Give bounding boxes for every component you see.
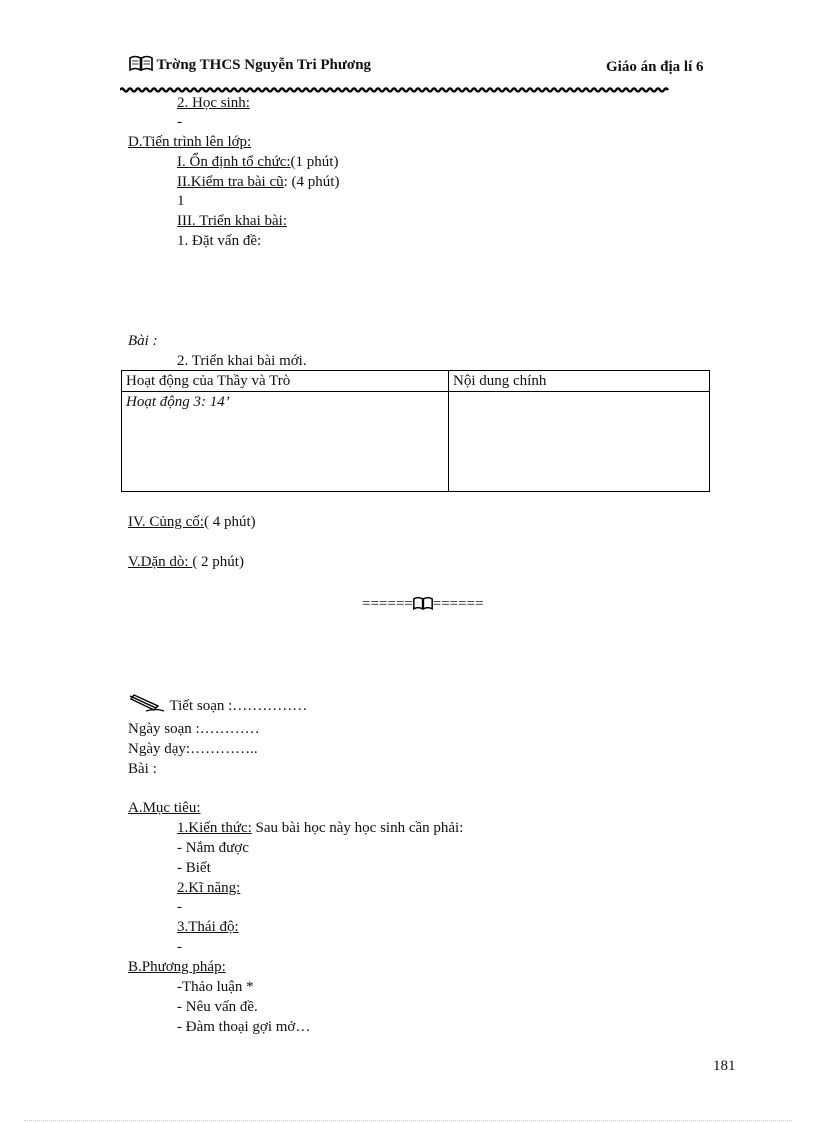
- tiet-soan: Tiết soạn :……………: [169, 698, 308, 714]
- ngay-soan: Ngày soạn :…………: [128, 721, 260, 737]
- tiet-soan-line: [128, 692, 307, 718]
- kiem-tra-label: II.Kiểm tra bài cũ: [177, 174, 284, 190]
- trien-khai-heading: III. Triển khai bài:: [177, 213, 287, 229]
- cung-co-line: [128, 512, 256, 532]
- dat-van-de: 1. Đặt vấn đề:: [177, 233, 262, 249]
- phuong-phap-heading: B.Phương pháp:: [128, 959, 226, 975]
- bai-label: Bài :: [128, 333, 158, 349]
- thao-luan: -Thảo luận *: [177, 979, 254, 995]
- thai-do-heading: 3.Thái độ:: [177, 919, 239, 935]
- on-dinh-time: (1 phút): [290, 154, 339, 170]
- book-icon: [129, 55, 153, 77]
- separator-left: ======: [362, 596, 413, 612]
- dash-item: -: [177, 939, 182, 955]
- bai-label-2: Bài :: [128, 761, 157, 777]
- tien-trinh-heading: D.Tiến trình lên lớp:: [128, 134, 252, 150]
- page-bottom-border: [24, 1120, 792, 1121]
- school-name: Trờng THCS Nguyễn Tri Phương: [156, 57, 372, 73]
- page-number: 181: [713, 1058, 736, 1074]
- header-school: [129, 55, 371, 77]
- dan-do-label: V.Dặn dò:: [128, 554, 193, 570]
- on-dinh-label: I. Ổn định tổ chức:: [177, 154, 291, 170]
- table-header-content: Nội dung chính: [449, 371, 710, 392]
- number-one: 1: [177, 193, 185, 209]
- ngay-day: Ngày dạy:…………..: [128, 741, 258, 757]
- kien-thuc-line: [177, 818, 463, 838]
- nam-duoc: - Nắm được: [177, 840, 249, 856]
- table-cell-activity: Hoạt động 3: 14’: [122, 392, 449, 492]
- dash-item: -: [177, 899, 182, 915]
- dash-item: -: [177, 114, 182, 130]
- ki-nang-heading: 2.Kĩ năng:: [177, 880, 241, 896]
- muc-tieu-heading: A.Mục tiêu:: [128, 800, 201, 816]
- subject-title: Giáo án địa lí 6: [606, 59, 704, 75]
- kien-thuc-label: 1.Kiến thức:: [177, 820, 252, 836]
- cung-co-time: ( 4 phút): [203, 514, 256, 530]
- table-cell-content: [449, 392, 710, 492]
- lesson-table: [121, 370, 710, 492]
- dan-do-line: [128, 552, 244, 572]
- kiem-tra-time: : (4 phút): [283, 174, 340, 190]
- dam-thoai: - Đàm thoại gợi mở…: [177, 1019, 311, 1035]
- separator-right: ======: [432, 596, 484, 612]
- cung-co-label: IV. Củng cố:: [128, 514, 204, 530]
- book-icon: [413, 596, 433, 616]
- hoc-sinh-heading: 2. Học sinh:: [177, 95, 250, 111]
- biet: - Biết: [177, 860, 211, 876]
- trien-khai-moi: 2. Triển khai bài mới.: [177, 353, 307, 369]
- on-dinh-line: [177, 152, 338, 172]
- dan-do-time: ( 2 phút): [192, 554, 244, 570]
- kiem-tra-line: [177, 172, 339, 192]
- pen-writing-icon: [128, 692, 166, 718]
- neu-van-de: - Nêu vấn đề.: [177, 999, 258, 1015]
- table-header-activity: Hoạt động của Thầy và Trò: [122, 371, 449, 392]
- separator-line: [362, 594, 484, 616]
- kien-thuc-text: Sau bài học này học sinh cần phải:: [251, 820, 464, 836]
